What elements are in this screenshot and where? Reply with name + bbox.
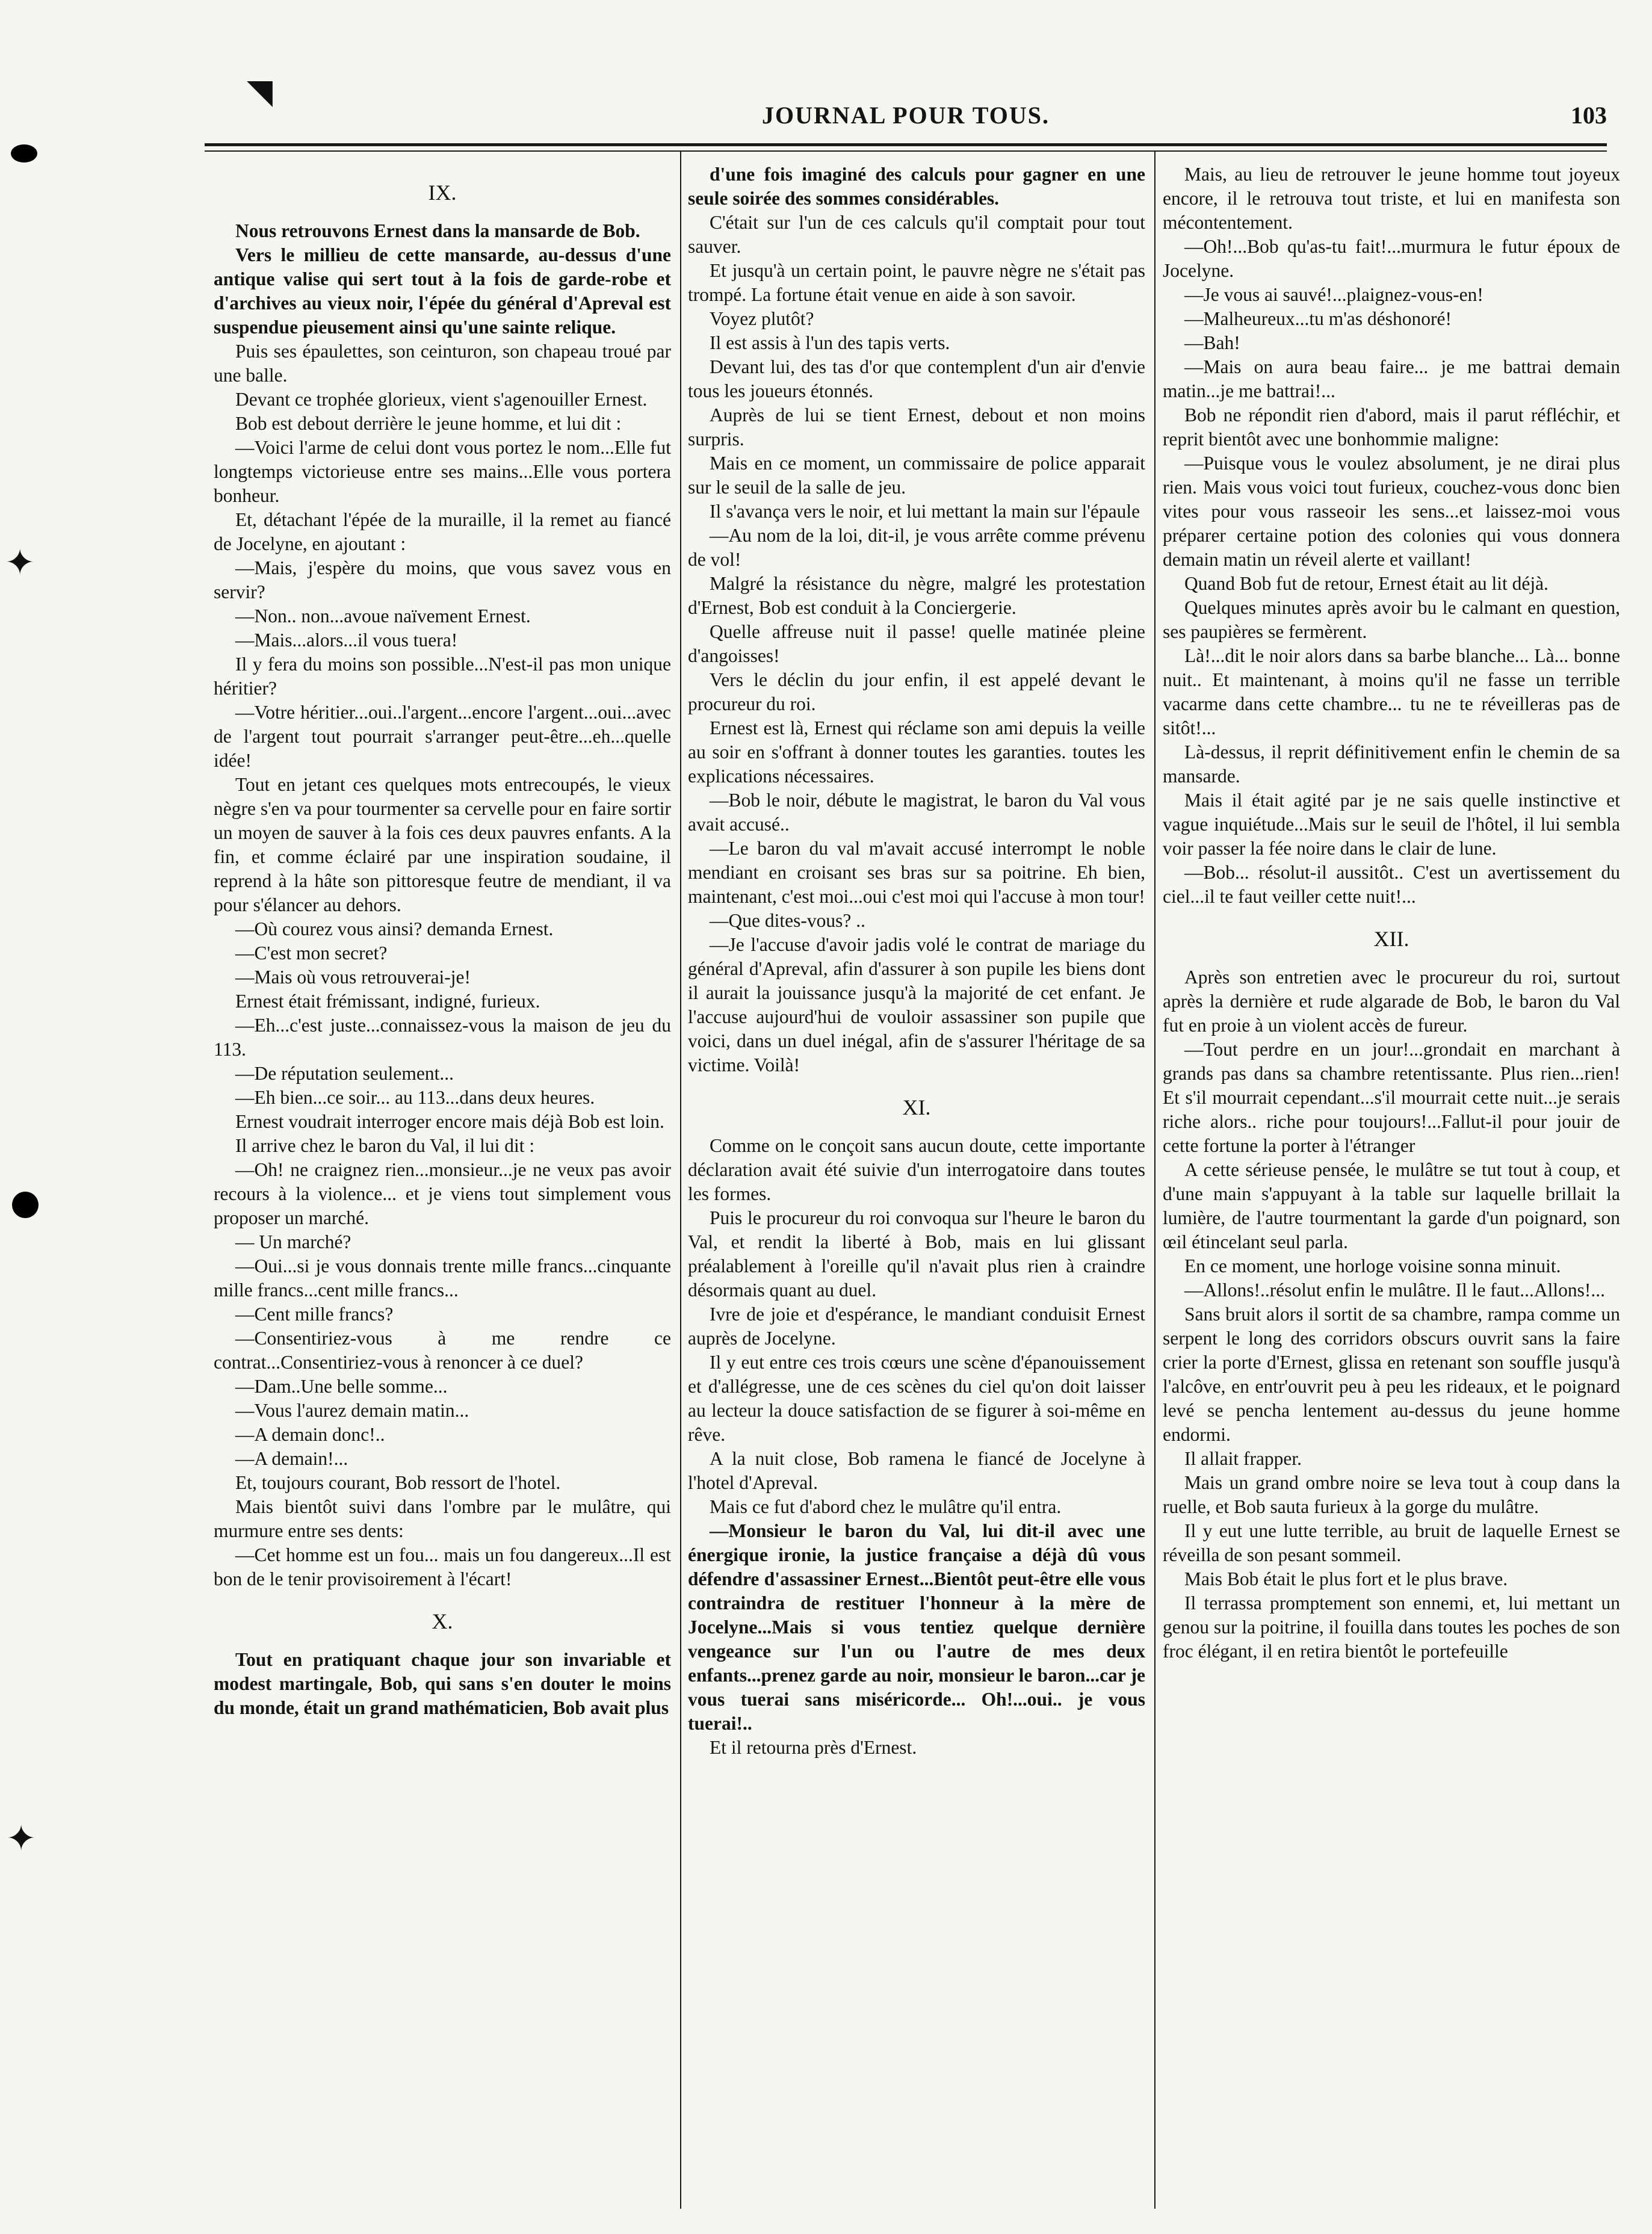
paragraph: Il allait frapper.: [1184, 1448, 1302, 1469]
paragraph: —Mais où vous retrouverai-je!: [235, 967, 471, 988]
paragraph: Et, détachant l'épée de la muraille, il la remet au fiancé de Jocelyne, en ajoutant :: [214, 509, 671, 554]
paragraph: Tout en pratiquant chaque jour son invariable et modest martingale, Bob, qui sans s'en douter le moins du monde, était un grand mathématicien, Bob avait plus: [214, 1649, 671, 1718]
paragraph: En ce moment, une horloge voisine sonna minuit.: [1184, 1255, 1561, 1276]
paragraph: Comme on le conçoit sans aucun doute, cette importante déclaration avait été suivie d'un interrogatoire dans toutes les formes.: [688, 1135, 1145, 1204]
paragraph: Devant ce trophée glorieux, vient s'agenouiller Ernest.: [235, 389, 648, 410]
paragraph: —Dam..Une belle somme...: [235, 1376, 448, 1397]
paragraph: —Tout perdre en un jour!...grondait en marchant à grands pas dans sa chambre retentissante. Plus rien...rien! Et s'il mourrait cependant...s'il mourrait cette nuit...je serais riche alors.. riche pour toujours!...Fallut-il pour jouir de cette fortune la porter à l'étranger: [1163, 1039, 1620, 1156]
paragraph: —Oh! ne craignez rien...monsieur...je ne veux pas avoir recours à la violence... et je viens tout simplement vous proposer un marché.: [214, 1159, 671, 1228]
paragraph: —Eh bien...ce soir... au 113...dans deux heures.: [235, 1087, 595, 1108]
paragraph: Ivre de joie et d'espérance, le mandiant conduisit Ernest auprès de Jocelyne.: [688, 1304, 1145, 1349]
paragraph: —Consentiriez-vous à me rendre ce contrat...Consentiriez-vous à renoncer à ce duel?: [214, 1328, 671, 1373]
header-rule-thin: [205, 150, 1607, 152]
paragraph: —Puisque vous le voulez absolument, je ne dirai plus rien. Mais vous voici tout furieux, couchez-vous donc bien vites pour vous rasseoir les sens...et laissez-moi vous préparer certaine potion des colonies qui vous donnera demain matin un réveil alerte et vaillant!: [1163, 453, 1620, 570]
paragraph: —Oh!...Bob qu'as-tu fait!...murmura le futur époux de Jocelyne.: [1163, 236, 1620, 281]
paragraph: Vers le millieu de cette mansarde, au-dessus d'une antique valise qui sert tout à la fois de garde-robe et d'archives au vieux noir, l'épée du général d'Apreval est suspendue pieusement ainsi qu'une sainte relique.: [214, 244, 671, 338]
paragraph: Et il retourna près d'Ernest.: [710, 1737, 917, 1758]
section-heading: XI.: [902, 1095, 931, 1119]
paragraph: Il y fera du moins son possible...N'est-il pas mon unique héritier?: [214, 654, 671, 699]
section-heading: X.: [432, 1609, 453, 1633]
paragraph: —Voici l'arme de celui dont vous portez le nom...Elle fut longtemps victorieuse entre ses mains...Elle vous portera bonheur.: [214, 437, 671, 506]
paragraph: C'était sur l'un de ces calculs qu'il comptait pour tout sauver.: [688, 212, 1145, 257]
paragraph: —Bob le noir, débute le magistrat, le baron du Val vous avait accusé..: [688, 790, 1145, 835]
paragraph: —Mais...alors...il vous tuera!: [235, 630, 458, 651]
paragraph: Il est assis à l'un des tapis verts.: [710, 332, 950, 353]
ink-mark-icon: ◥: [247, 73, 273, 111]
running-title: JOURNAL POUR TOUS.: [762, 102, 1050, 129]
paragraph: —Eh...c'est juste...connaissez-vous la maison de jeu du 113.: [214, 1015, 671, 1060]
paragraph: Après son entretien avec le procureur du roi, surtout après la dernière et rude algarade de Bob, le baron du Val fut en proie à un violent accès de fureur.: [1163, 967, 1620, 1036]
paragraph: Sans bruit alors il sortit de sa chambre, rampa comme un serpent le long des corridors obscurs ouvrit sans la faire crier la porte d'Ernest, glissa en retenant son souffle jusqu'à l'alcôve, en entr'ouvrit peu à peu les rideaux, et le poignard levé se pencha lentement au-dessus du jeune homme endormi.: [1163, 1304, 1620, 1445]
paragraph: —Le baron du val m'avait accusé interrompt le noble mendiant en croisant ses bras sur sa poitrine. Eh bien, maintenant, c'est moi...oui c'est moi qui l'accuse à mon tour!: [688, 838, 1145, 907]
paragraph: d'une fois imaginé des calculs pour gagner en une seule soirée des sommes considérables.: [688, 164, 1145, 209]
column-divider: [680, 150, 681, 2209]
paragraph: Là-dessus, il reprit définitivement enfin le chemin de sa mansarde.: [1163, 741, 1620, 787]
paragraph: Il terrassa promptement son ennemi, et, lui mettant un genou sur la poitrine, il fouilla dans toutes les poches de son froc élégant, il en retira bientôt le portefeuille: [1163, 1592, 1620, 1662]
ink-blot-icon: [12, 1192, 39, 1218]
paragraph: Auprès de lui se tient Ernest, debout et non moins surpris.: [688, 404, 1145, 450]
paragraph: Vers le déclin du jour enfin, il est appelé devant le procureur du roi.: [688, 669, 1145, 714]
paragraph: —Je l'accuse d'avoir jadis volé le contrat de mariage du général d'Apreval, afin d'assurer à son pupile les biens dont il aurait la jouissance jusqu'à la majorité de cet enfant. Je l'accuse aujourd'hui de vouloir assassiner son pupile que voici, dans un duel inégal, afin de s'assurer l'héritage de sa victime. Voilà!: [688, 934, 1145, 1075]
paragraph: —Non.. non...avoue naïvement Ernest.: [235, 605, 531, 627]
text-column-3: [1163, 162, 1620, 1663]
paragraph: Nous retrouvons Ernest dans la mansarde de Bob.: [235, 220, 640, 241]
paragraph: Puis le procureur du roi convoqua sur l'heure le baron du Val, et rendit la liberté à Bob, mais en lui glissant préalablement à l'oreille qu'il n'avait plus rien à craindre désormais quant au duel.: [688, 1207, 1145, 1301]
paragraph: Puis ses épaulettes, son ceinturon, son chapeau troué par une balle.: [214, 341, 671, 386]
paragraph: Mais un grand ombre noire se leva tout à coup dans la ruelle, et Bob sauta furieux à la gorge du mulâtre.: [1163, 1472, 1620, 1517]
column-divider: [1154, 150, 1155, 2209]
paragraph: —Vous l'aurez demain matin...: [235, 1400, 469, 1421]
paragraph: —C'est mon secret?: [235, 942, 388, 964]
paragraph: —Malheureux...tu m'as déshonoré!: [1184, 308, 1452, 329]
page-header: [205, 101, 1607, 137]
ink-blot-icon: [11, 144, 37, 162]
paragraph: Mais en ce moment, un commissaire de police apparait sur le seuil de la salle de jeu.: [688, 453, 1145, 498]
paragraph: Ernest est là, Ernest qui réclame son ami depuis la veille au soir en s'offrant à donner toutes les garanties. toutes les explications nécessaires.: [688, 717, 1145, 787]
section-heading: XII.: [1373, 927, 1409, 951]
paragraph: Ernest voudrait interroger encore mais déjà Bob est loin.: [235, 1111, 664, 1132]
text-column-1: [214, 162, 671, 1720]
paragraph: —Monsieur le baron du Val, lui dit-il avec une énergique ironie, la justice française a déjà dû vous défendre d'assassiner Ernest...Bientôt peut-être elle vous contraindra de restituer l'honneur à la mère de Jocelyne...Mais si vous tentiez quelque dernière vengeance sur l'un ou l'autre de mes deux enfants...prenez garde au noir, monsieur le baron...car je vous tuerai sans miséricorde... Oh!...oui.. je vous tuerai!..: [688, 1520, 1145, 1734]
paragraph: —Où courez vous ainsi? demanda Ernest.: [235, 918, 554, 939]
paragraph: —Bah!: [1184, 332, 1240, 353]
header-rule: [205, 143, 1607, 146]
paragraph: —Mais on aura beau faire... je me battrai demain matin...je me battrai!...: [1163, 356, 1620, 401]
paragraph: Il y eut entre ces trois cœurs une scène d'épanouissement et d'allégresse, une de ces scènes du ciel qu'on doit laisser au lecteur la douce satisfaction de se figurer à soi-même en rêve.: [688, 1352, 1145, 1445]
paragraph: Quelques minutes après avoir bu le calmant en question, ses paupières se fermèrent.: [1163, 597, 1620, 642]
paragraph: —Que dites-vous? ..: [710, 910, 865, 931]
paragraph: Là!...dit le noir alors dans sa barbe blanche... Là... bonne nuit.. Et maintenant, à moins qu'il ne fasse un terrible vacarme dans cette chambre... tu ne te réveilleras pas de sitôt!...: [1163, 645, 1620, 738]
paragraph: —Mais, j'espère du moins, que vous savez vous en servir?: [214, 557, 671, 602]
paragraph: —Votre héritier...oui..l'argent...encore l'argent...oui...avec de l'argent tout pourrait s'arranger peut-être...eh...quelle idée!: [214, 702, 671, 771]
paragraph: Mais, au lieu de retrouver le jeune homme tout joyeux encore, il le retrouva tout triste, et lui en manifesta son mécontentement.: [1163, 164, 1620, 233]
page-number: 103: [1571, 102, 1607, 129]
paragraph: —Je vous ai sauvé!...plaignez-vous-en!: [1184, 284, 1483, 305]
paragraph: —A demain donc!..: [235, 1424, 385, 1445]
ink-star-icon: ✦: [6, 1819, 37, 1858]
paragraph: —Cent mille francs?: [235, 1304, 394, 1325]
paragraph: Il y eut une lutte terrible, au bruit de laquelle Ernest se réveilla de son pesant sommeil.: [1163, 1520, 1620, 1565]
paragraph: Mais il était agité par je ne sais quelle instinctive et vague inquiétude...Mais sur le seuil de l'hôtel, il lui sembla voir passer la fée noire dans le clair de lune.: [1163, 790, 1620, 859]
paragraph: Voyez plutôt?: [710, 308, 814, 329]
paragraph: —Allons!..résolut enfin le mulâtre. Il le faut...Allons!...: [1184, 1279, 1605, 1301]
section-heading: IX.: [428, 181, 457, 205]
paragraph: Tout en jetant ces quelques mots entrecoupés, le vieux nègre s'en va pour tourmenter sa cervelle pour en faire sortir un moyen de sauver à la fois ces deux pauvres enfants. A la fin, et comme éclairé par une inspiration soudaine, il reprend à la hâte son pittoresque feutre de mendiant, il va pour s'élancer au dehors.: [214, 774, 671, 915]
paragraph: —Au nom de la loi, dit-il, je vous arrête comme prévenu de vol!: [688, 525, 1145, 570]
paragraph: Mais ce fut d'abord chez le mulâtre qu'il entra.: [710, 1496, 1062, 1517]
paragraph: Il s'avança vers le noir, et lui mettant la main sur l'épaule: [710, 501, 1140, 522]
paragraph: Ernest était frémissant, indigné, furieux.: [235, 991, 540, 1012]
paragraph: Et jusqu'à un certain point, le pauvre nègre ne s'était pas trompé. La fortune était venue en aide à son savoir.: [688, 260, 1145, 305]
paragraph: Mais Bob était le plus fort et le plus brave.: [1184, 1568, 1508, 1589]
ink-star-icon: ✦: [5, 543, 36, 583]
paragraph: — Un marché?: [235, 1231, 351, 1252]
paragraph: —De réputation seulement...: [235, 1063, 454, 1084]
paragraph: —A demain!...: [235, 1448, 348, 1469]
paragraph: Bob est debout derrière le jeune homme, et lui dit :: [235, 413, 622, 434]
paragraph: Quelle affreuse nuit il passe! quelle matinée pleine d'angoisses!: [688, 621, 1145, 666]
paragraph: Malgré la résistance du nègre, malgré les protestation d'Ernest, Bob est conduit à la Conciergerie.: [688, 573, 1145, 618]
text-column-2: [688, 162, 1145, 1760]
paragraph: —Cet homme est un fou... mais un fou dangereux...Il est bon de le tenir provisoirement à l'écart!: [214, 1544, 671, 1589]
paragraph: —Oui...si je vous donnais trente mille francs...cinquante mille francs...cent mille francs...: [214, 1255, 671, 1301]
paragraph: Il arrive chez le baron du Val, il lui dit :: [235, 1135, 535, 1156]
paragraph: Mais bientôt suivi dans l'ombre par le mulâtre, qui murmure entre ses dents:: [214, 1496, 671, 1541]
paragraph: —Bob... résolut-il aussitôt.. C'est un avertissement du ciel...il te faut veiller cette nuit!...: [1163, 862, 1620, 907]
paragraph: A la nuit close, Bob ramena le fiancé de Jocelyne à l'hotel d'Apreval.: [688, 1448, 1145, 1493]
paragraph: Et, toujours courant, Bob ressort de l'hotel.: [235, 1472, 561, 1493]
paragraph: Devant lui, des tas d'or que contemplent d'un air d'envie tous les joueurs étonnés.: [688, 356, 1145, 401]
paragraph: A cette sérieuse pensée, le mulâtre se tut tout à coup, et d'une main s'appuyant à la table sur laquelle brillait la lumière, de l'autre tourmentant la garde d'un poignard, son œil étincelant seul parla.: [1163, 1159, 1620, 1252]
paragraph: Bob ne répondit rien d'abord, mais il parut réfléchir, et reprit bientôt avec une bonhommie maligne:: [1163, 404, 1620, 450]
paragraph: Quand Bob fut de retour, Ernest était au lit déjà.: [1184, 573, 1548, 594]
